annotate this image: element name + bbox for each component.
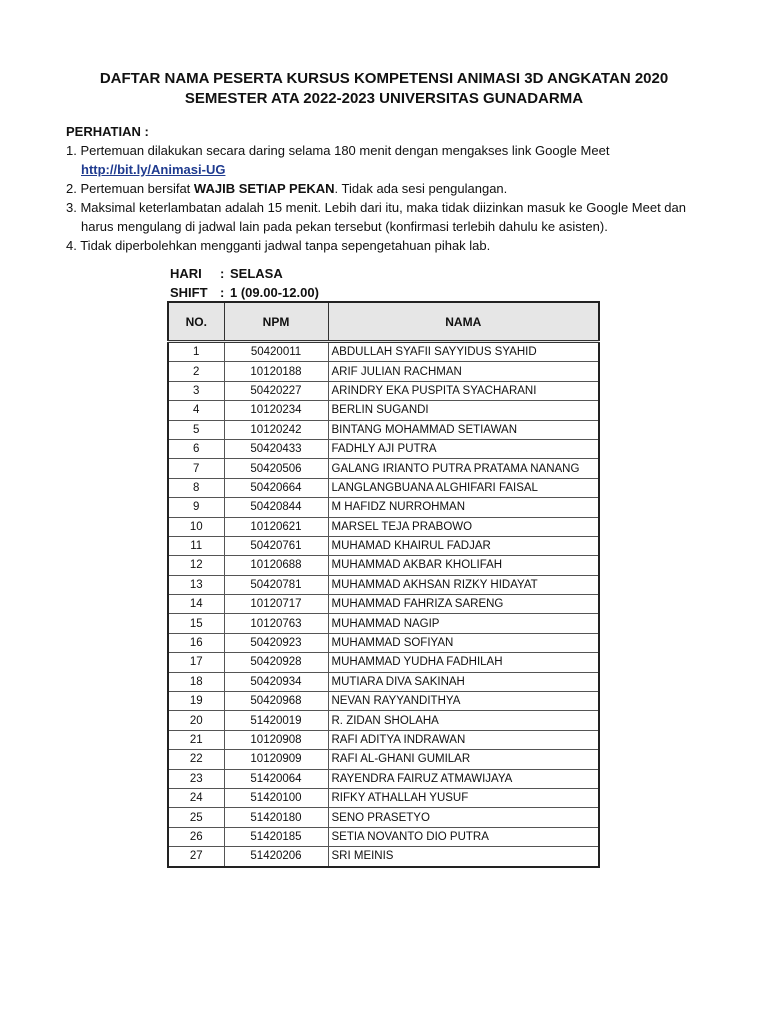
note-item-4: 4. Tidak diperbolehkan mengganti jadwal tanpa sepengetahuan pihak lab.: [66, 238, 491, 253]
row-nama: SRI MEINIS: [328, 847, 599, 867]
shift-row: [170, 283, 319, 302]
row-npm: 51420064: [224, 769, 328, 788]
shift-value: 1 (09.00-12.00): [230, 285, 319, 300]
row-nama: LANGLANGBUANA ALGHIFARI FAISAL: [328, 478, 599, 497]
row-no: 21: [168, 730, 224, 749]
table-row: [168, 750, 599, 769]
note-item-2: [66, 179, 746, 198]
row-no: 2: [168, 362, 224, 381]
row-nama: MUHAMMAD FAHRIZA SARENG: [328, 595, 599, 614]
row-nama: MARSEL TEJA PRABOWO: [328, 517, 599, 536]
row-npm: 50420934: [224, 672, 328, 691]
row-npm: 10120234: [224, 401, 328, 420]
row-no: 19: [168, 692, 224, 711]
table-row: [168, 847, 599, 867]
header-nama: NAMA: [328, 302, 599, 342]
row-no: 18: [168, 672, 224, 691]
row-npm: 10120909: [224, 750, 328, 769]
row-nama: RAFI ADITYA INDRAWAN: [328, 730, 599, 749]
notes-heading: PERHATIAN :: [66, 124, 149, 139]
row-nama: ABDULLAH SYAFII SAYYIDUS SYAHID: [328, 342, 599, 362]
table-header-row: [168, 302, 599, 342]
row-nama: MUHAMMAD NAGIP: [328, 614, 599, 633]
note-item-2-bold: WAJIB SETIAP PEKAN: [193, 181, 335, 196]
table-row: [168, 381, 599, 400]
row-nama: BINTANG MOHAMMAD SETIAWAN: [328, 420, 599, 439]
row-nama: SETIA NOVANTO DIO PUTRA: [328, 827, 599, 846]
row-no: 15: [168, 614, 224, 633]
row-npm: 50420011: [224, 342, 328, 362]
header-npm: NPM: [224, 302, 328, 342]
google-meet-link[interactable]: http://bit.ly/Animasi-UG: [81, 162, 226, 177]
row-npm: 10120621: [224, 517, 328, 536]
table-body: [168, 342, 599, 867]
table-row: [168, 614, 599, 633]
row-npm: 50420844: [224, 498, 328, 517]
table-row: [168, 595, 599, 614]
row-npm: 51420019: [224, 711, 328, 730]
hari-value: SELASA: [230, 266, 283, 281]
row-npm: 50420664: [224, 478, 328, 497]
row-nama: ARINDRY EKA PUSPITA SYACHARANI: [328, 381, 599, 400]
participant-table: [167, 301, 600, 868]
hari-separator: :: [220, 266, 225, 281]
row-no: 23: [168, 769, 224, 788]
row-no: 9: [168, 498, 224, 517]
table-row: [168, 653, 599, 672]
row-nama: MUHAMMAD AKBAR KHOLIFAH: [328, 556, 599, 575]
table-row: [168, 556, 599, 575]
row-nama: MUTIARA DIVA SAKINAH: [328, 672, 599, 691]
table-row: [168, 788, 599, 807]
row-nama: RAYENDRA FAIRUZ ATMAWIJAYA: [328, 769, 599, 788]
row-no: 13: [168, 575, 224, 594]
table-row: [168, 672, 599, 691]
shift-label: SHIFT: [170, 285, 208, 300]
row-no: 4: [168, 401, 224, 420]
row-npm: 50420433: [224, 439, 328, 458]
row-no: 26: [168, 827, 224, 846]
title-line-2: SEMESTER ATA 2022-2023 UNIVERSITAS GUNADARMA: [184, 90, 584, 107]
row-nama: NEVAN RAYYANDITHYA: [328, 692, 599, 711]
note-item-3-line-1: 3. Maksimal keterlambatan adalah 15 menit. Lebih dari itu, maka tidak diizinkan masuk ke Google Meet dan: [66, 200, 686, 215]
row-no: 20: [168, 711, 224, 730]
row-no: 5: [168, 420, 224, 439]
title-line-1: DAFTAR NAMA PESERTA KURSUS KOMPETENSI ANIMASI 3D ANGKATAN 2020: [99, 70, 669, 87]
row-no: 6: [168, 439, 224, 458]
table-row: [168, 808, 599, 827]
row-no: 22: [168, 750, 224, 769]
row-nama: M HAFIDZ NURROHMAN: [328, 498, 599, 517]
table-row: [168, 498, 599, 517]
row-nama: FADHLY AJI PUTRA: [328, 439, 599, 458]
table-row: [168, 575, 599, 594]
hari-row: [170, 264, 319, 283]
row-no: 11: [168, 536, 224, 555]
schedule-meta: [170, 264, 319, 302]
table-row: [168, 478, 599, 497]
row-nama: RAFI AL-GHANI GUMILAR: [328, 750, 599, 769]
row-npm: 50420923: [224, 633, 328, 652]
row-nama: RIFKY ATHALLAH YUSUF: [328, 788, 599, 807]
row-npm: 51420100: [224, 788, 328, 807]
row-nama: BERLIN SUGANDI: [328, 401, 599, 420]
row-no: 10: [168, 517, 224, 536]
row-nama: SENO PRASETYO: [328, 808, 599, 827]
row-nama: ARIF JULIAN RACHMAN: [328, 362, 599, 381]
table-row: [168, 827, 599, 846]
row-no: 8: [168, 478, 224, 497]
note-item-2-pre: 2. Pertemuan bersifat: [66, 181, 194, 196]
row-no: 12: [168, 556, 224, 575]
notes-section: [66, 122, 746, 255]
row-nama: GALANG IRIANTO PUTRA PRATAMA NANANG: [328, 459, 599, 478]
table-row: [168, 730, 599, 749]
row-npm: 10120188: [224, 362, 328, 381]
row-npm: 50420781: [224, 575, 328, 594]
table-row: [168, 692, 599, 711]
document-title: [0, 69, 768, 109]
header-no: NO.: [168, 302, 224, 342]
table-row: [168, 420, 599, 439]
row-nama: MUHAMMAD AKHSAN RIZKY HIDAYAT: [328, 575, 599, 594]
row-npm: 10120242: [224, 420, 328, 439]
table-row: [168, 401, 599, 420]
row-nama: MUHAMAD KHAIRUL FADJAR: [328, 536, 599, 555]
row-npm: 10120908: [224, 730, 328, 749]
row-npm: 10120688: [224, 556, 328, 575]
row-npm: 50420761: [224, 536, 328, 555]
table-row: [168, 536, 599, 555]
note-item-1: 1. Pertemuan dilakukan secara daring selama 180 menit dengan mengakses link Google Meet: [66, 143, 610, 158]
row-npm: 51420206: [224, 847, 328, 867]
row-no: 3: [168, 381, 224, 400]
row-no: 24: [168, 788, 224, 807]
row-npm: 50420928: [224, 653, 328, 672]
hari-label: HARI: [170, 266, 202, 281]
shift-separator: :: [220, 285, 225, 300]
row-no: 16: [168, 633, 224, 652]
row-nama: MUHAMMAD YUDHA FADHILAH: [328, 653, 599, 672]
row-npm: 10120763: [224, 614, 328, 633]
row-no: 25: [168, 808, 224, 827]
table-row: [168, 633, 599, 652]
table-row: [168, 769, 599, 788]
table-row: [168, 342, 599, 362]
table-row: [168, 711, 599, 730]
row-nama: MUHAMMAD SOFIYAN: [328, 633, 599, 652]
row-npm: 50420227: [224, 381, 328, 400]
row-npm: 51420180: [224, 808, 328, 827]
note-item-1-link-row: [66, 160, 746, 179]
row-no: 7: [168, 459, 224, 478]
note-item-2-post: . Tidak ada sesi pengulangan.: [334, 181, 508, 196]
table-row: [168, 439, 599, 458]
row-nama: R. ZIDAN SHOLAHA: [328, 711, 599, 730]
row-no: 14: [168, 595, 224, 614]
table-row: [168, 362, 599, 381]
row-npm: 10120717: [224, 595, 328, 614]
row-no: 17: [168, 653, 224, 672]
row-npm: 50420968: [224, 692, 328, 711]
table-row: [168, 459, 599, 478]
row-npm: 50420506: [224, 459, 328, 478]
row-npm: 51420185: [224, 827, 328, 846]
row-no: 27: [168, 847, 224, 867]
row-no: 1: [168, 342, 224, 362]
table-row: [168, 517, 599, 536]
note-item-3-line-2: harus mengulang di jadwal lain pada pekan tersebut (konfirmasi terlebih dahulu ke asisten).: [81, 219, 608, 234]
